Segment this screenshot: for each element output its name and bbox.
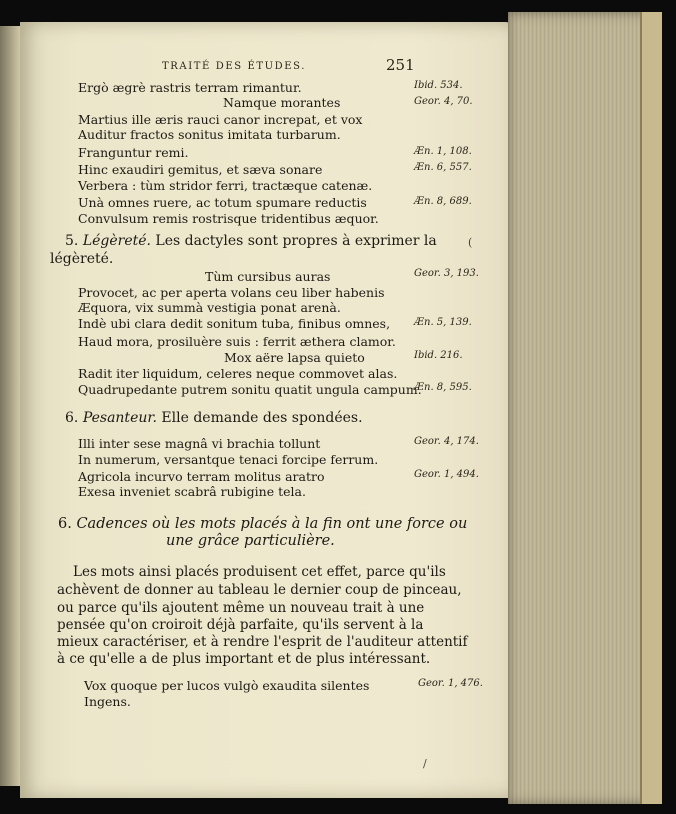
paragraph-line: pensée qu'on croiroit déjà parfaite, qu'ils servent à la <box>57 617 424 633</box>
verse-line: In numerum, versantque tenaci forcipe ferrum. <box>78 452 379 467</box>
section-number: 6. <box>65 410 79 426</box>
verse-line: Haud mora, prosiluère suis : ferrit æthera clamor. <box>78 334 396 349</box>
running-head: TRAITÉ DES ÉTUDES. <box>162 61 307 72</box>
section-text: Les dactyles sont propres à exprimer la <box>150 233 437 249</box>
verse-line: Franguntur remi. <box>78 145 189 160</box>
verse-line: Provocet, ac per aperta volans ceu liber habenis <box>78 285 385 300</box>
citation: Geor. 1, 494. <box>414 469 479 480</box>
section-heading <box>58 516 467 532</box>
bottom-mark: / <box>423 757 427 770</box>
verse-line: Quadrupedante putrem sonitu quatit ungula campum. <box>78 382 422 397</box>
paragraph-line: ou parce qu'ils ajoutent même un nouveau trait à une <box>57 600 425 616</box>
paragraph-line: Les mots ainsi placés produisent cet effet, parce qu'ils <box>73 564 446 580</box>
verse-line: Convulsum remis rostrisque tridentibus æquor. <box>78 211 379 226</box>
paragraph-line: achèvent de donner au tableau le dernier coup de pinceau, <box>57 582 462 598</box>
verse-line: Hinc exaudiri gemitus, et sæva sonare <box>78 162 323 177</box>
verse-line: Mox aëre lapsa quieto <box>224 350 365 365</box>
section-title: Pesanteur. <box>82 410 157 426</box>
section-title: Légèreté. <box>82 233 151 249</box>
citation: Æn. 8, 595. <box>414 382 472 393</box>
verse-line: Namque morantes <box>223 95 341 110</box>
verse-line: Tùm cursibus auras <box>205 269 331 284</box>
citation: Ibid. 534. <box>414 80 463 91</box>
verse-line: Indè ubi clara dedit sonitum tuba, finibus omnes, <box>78 316 391 331</box>
verse-line: Martius ille æris rauci canor increpat, et vox <box>78 112 363 127</box>
citation: Geor. 4, 174. <box>414 436 479 447</box>
facing-page-edge <box>0 26 20 786</box>
citation: Æn. 8, 689. <box>414 196 472 207</box>
section-title-line2: une grâce particulière. <box>166 533 335 549</box>
citation: Æn. 1, 108. <box>414 146 472 157</box>
section-title-continued <box>166 533 335 549</box>
verse-line: Exesa inveniet scabrâ rubigine tela. <box>78 484 306 499</box>
section-title: Cadences où les mots placés à la fin ont une force ou <box>76 516 468 532</box>
verse-line: Radit iter liquidum, celeres neque commovet alas. <box>78 366 398 381</box>
section-text-continued: légèreté. <box>50 251 114 267</box>
verse-line: Ergò ægrè rastris terram rimantur. <box>78 80 302 95</box>
section-heading <box>65 233 437 249</box>
page-edges <box>508 12 658 804</box>
margin-mark: ( <box>468 236 473 249</box>
citation: Geor. 4, 70. <box>414 96 473 107</box>
section-text: Elle demande des spondées. <box>156 410 363 426</box>
page-number: 251 <box>386 56 415 74</box>
paragraph-line: à ce qu'elle a de plus important et de plus intéressant. <box>57 651 431 667</box>
verse-line: Agricola incurvo terram molitus aratro <box>78 469 325 484</box>
section-heading <box>65 410 363 426</box>
section-number: 6. <box>58 516 72 532</box>
verse-line: Verbera : tùm stridor ferri, tractæque catenæ. <box>78 178 373 193</box>
section-number: 5. <box>65 233 79 249</box>
verse-line: Unà omnes ruere, ac totum spumare reductis <box>78 195 367 210</box>
verse-line: Æquora, vix summà vestigia ponat arenà. <box>78 300 341 315</box>
citation: Æn. 6, 557. <box>414 162 472 173</box>
paragraph-line: mieux caractériser, et à rendre l'esprit de l'auditeur attentif <box>57 634 468 650</box>
verse-line: Vox quoque per lucos vulgò exaudita silentes <box>84 678 370 693</box>
book-cover-edge <box>640 12 662 804</box>
citation: Ibid. 216. <box>414 350 463 361</box>
verse-line: Ingens. <box>84 694 131 709</box>
citation: Geor. 3, 193. <box>414 268 479 279</box>
verse-line: Auditur fractos sonitus imitata turbarum. <box>78 127 341 142</box>
citation: Æn. 5, 139. <box>414 317 472 328</box>
verse-line: Illi inter sese magnâ vi brachia tollunt <box>78 436 321 451</box>
citation: Geor. 1, 476. <box>418 678 483 689</box>
